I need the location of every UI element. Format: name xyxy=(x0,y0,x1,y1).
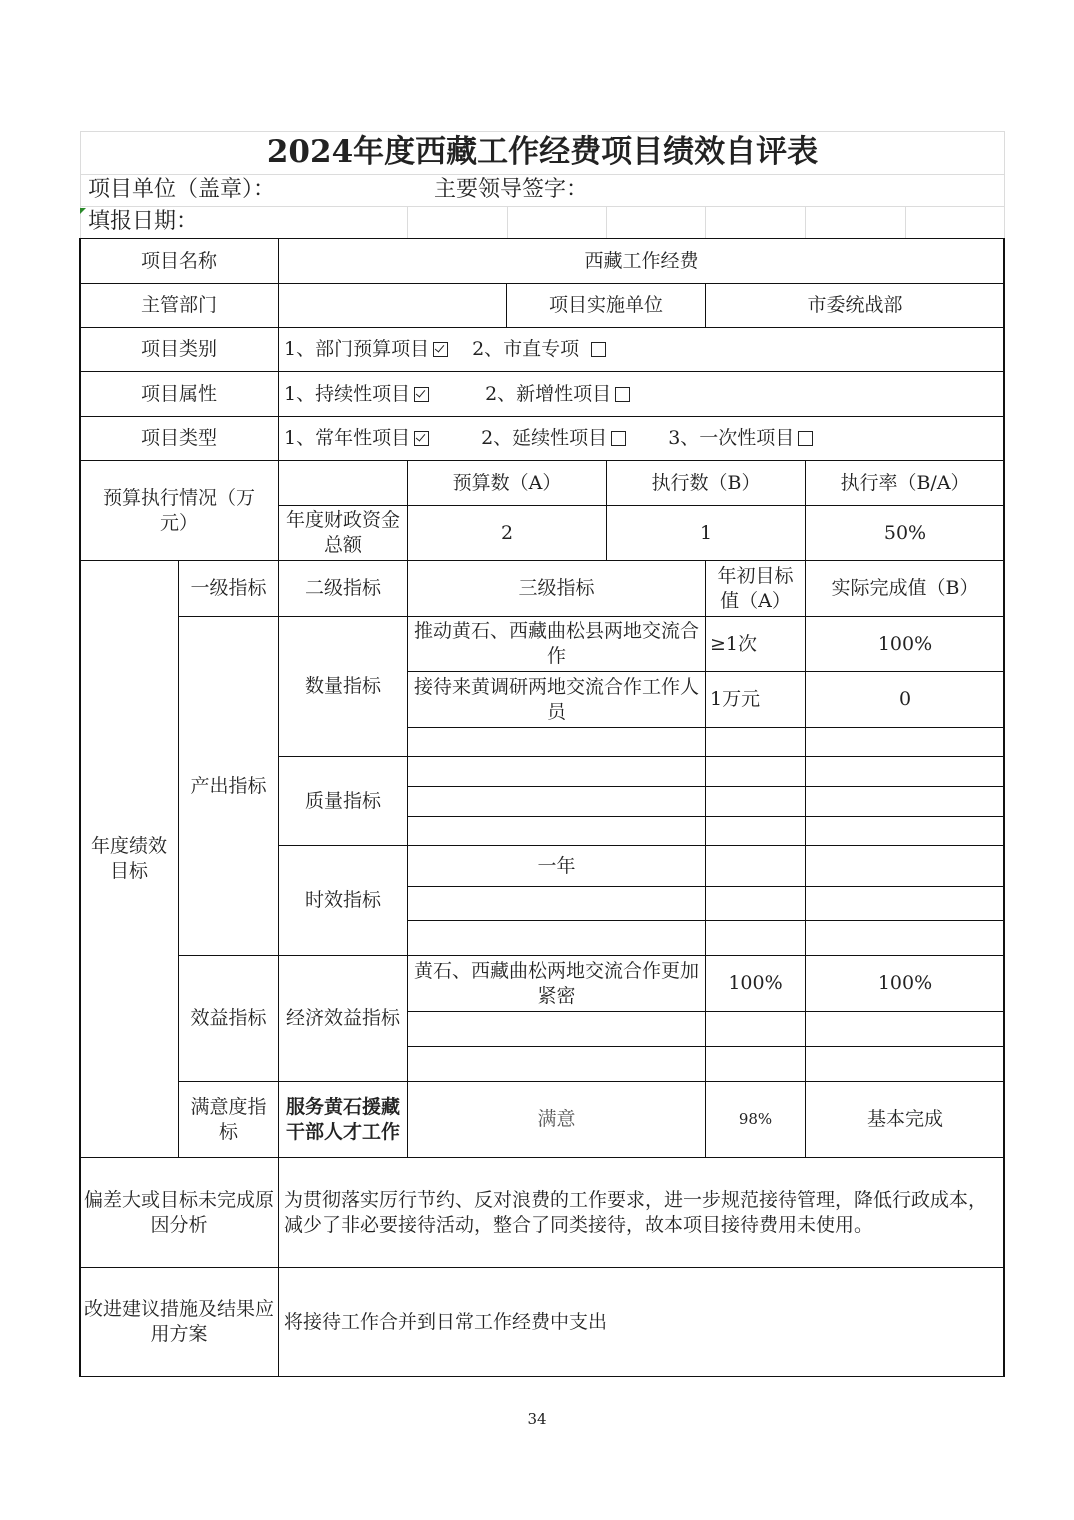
benefit-label: 效益指标 xyxy=(190,1007,267,1030)
budget-col-b: 执行数（B） xyxy=(651,471,761,494)
analysis-label: 偏差大或目标未完成原因分析 xyxy=(84,1188,275,1236)
time-label: 时效指标 xyxy=(304,889,381,912)
attr-opt1: 1、持续性项目 xyxy=(284,382,411,405)
goals-h3: 三级指标 xyxy=(518,577,595,600)
goals-h5: 实际完成值（B） xyxy=(831,577,979,600)
project-name-value: 西藏工作经费 xyxy=(584,249,699,272)
page-number: 34 xyxy=(527,1410,547,1429)
q2-actual: 0 xyxy=(898,688,912,711)
econ1-target: 100% xyxy=(728,972,783,995)
checkbox-icon[interactable] xyxy=(591,342,606,357)
attr-opt2: 2、新增性项目 xyxy=(485,382,612,405)
leader-label: 主要领导签字： xyxy=(434,176,589,202)
project-name-label: 项目名称 xyxy=(140,249,217,272)
category-opt2: 2、市直专项 xyxy=(472,338,580,361)
checkbox-icon[interactable] xyxy=(611,431,626,446)
dept-value xyxy=(279,284,506,327)
goals-label: 年度绩效目标 xyxy=(90,835,167,882)
q1-actual: 100% xyxy=(877,632,933,655)
q2-target: 1万元 xyxy=(710,688,761,711)
econ1-actual: 100% xyxy=(877,972,933,995)
quantity-label: 数量指标 xyxy=(304,675,381,698)
checkbox-checked-icon[interactable] xyxy=(414,431,429,446)
budget-col-rate: 执行率（B/A） xyxy=(840,471,970,494)
category-options xyxy=(280,328,1000,371)
type-label: 项目类型 xyxy=(140,427,217,450)
type-opt3: 3、一次性项目 xyxy=(668,427,795,450)
quality-label: 质量指标 xyxy=(304,789,381,812)
budget-rate-value: 50% xyxy=(883,521,927,544)
goals-h1: 一级指标 xyxy=(190,577,267,600)
sat-text: 满意 xyxy=(537,1108,576,1131)
goals-h4: 年初目标值（A） xyxy=(717,564,794,612)
budget-row-label: 年度财政资金总额 xyxy=(286,509,401,556)
budget-label: 预算执行情况（万元） xyxy=(102,486,255,534)
output-label: 产出指标 xyxy=(190,774,267,797)
attr-label: 项目属性 xyxy=(140,382,217,405)
improve-text: 将接待工作合并到日常工作经费中支出 xyxy=(284,1310,608,1333)
sat-actual: 基本完成 xyxy=(866,1108,943,1131)
budget-b-value: 1 xyxy=(699,521,713,544)
date-label: 填报日期： xyxy=(88,208,199,234)
attr-options xyxy=(280,372,1000,416)
improve-label: 改进建议措施及结果应用方案 xyxy=(84,1298,275,1345)
econ1-text: 黄石、西藏曲松两地交流合作更加紧密 xyxy=(413,959,699,1007)
type-opt2: 2、延续性项目 xyxy=(481,427,608,450)
checkbox-icon[interactable] xyxy=(798,431,813,446)
checkbox-icon[interactable] xyxy=(615,387,630,402)
goals-h2: 二级指标 xyxy=(304,577,381,600)
type-opt1: 1、常年性项目 xyxy=(284,427,411,450)
category-label: 项目类别 xyxy=(140,338,217,361)
type-options xyxy=(280,417,1000,460)
econ-label: 经济效益指标 xyxy=(285,1007,400,1030)
sat-sub: 服务黄石援藏干部人才工作 xyxy=(285,1095,400,1143)
q1-text: 推动黄石、西藏曲松县两地交流合作 xyxy=(413,620,699,667)
page-title: 2024年度西藏工作经费项目绩效自评表 xyxy=(266,134,819,171)
sat-label: 满意度指标 xyxy=(190,1095,267,1143)
checkbox-checked-icon[interactable] xyxy=(433,342,448,357)
budget-a-value: 2 xyxy=(500,521,514,544)
q2-text: 接待来黄调研两地交流合作工作人员 xyxy=(413,675,699,723)
impl-label: 项目实施单位 xyxy=(548,294,663,317)
budget-col-a: 预算数（A） xyxy=(452,471,562,494)
category-opt1: 1、部门预算项目 xyxy=(284,338,430,361)
q1-target: ≥1次 xyxy=(710,632,758,655)
dept-label: 主管部门 xyxy=(140,294,217,317)
checkbox-checked-icon[interactable] xyxy=(414,387,429,402)
analysis-text: 为贯彻落实厉行节约、反对浪费的工作要求，进一步规范接待管理，降低行政成本，减少了非必要接待活动，整合了同类接待，故本项目接待费用未使用。 xyxy=(284,1188,988,1236)
impl-value: 市委统战部 xyxy=(807,294,903,317)
sat-target: 98% xyxy=(738,1109,773,1128)
unit-label: 项目单位（盖章）： xyxy=(88,176,276,202)
time1-text: 一年 xyxy=(537,854,576,877)
